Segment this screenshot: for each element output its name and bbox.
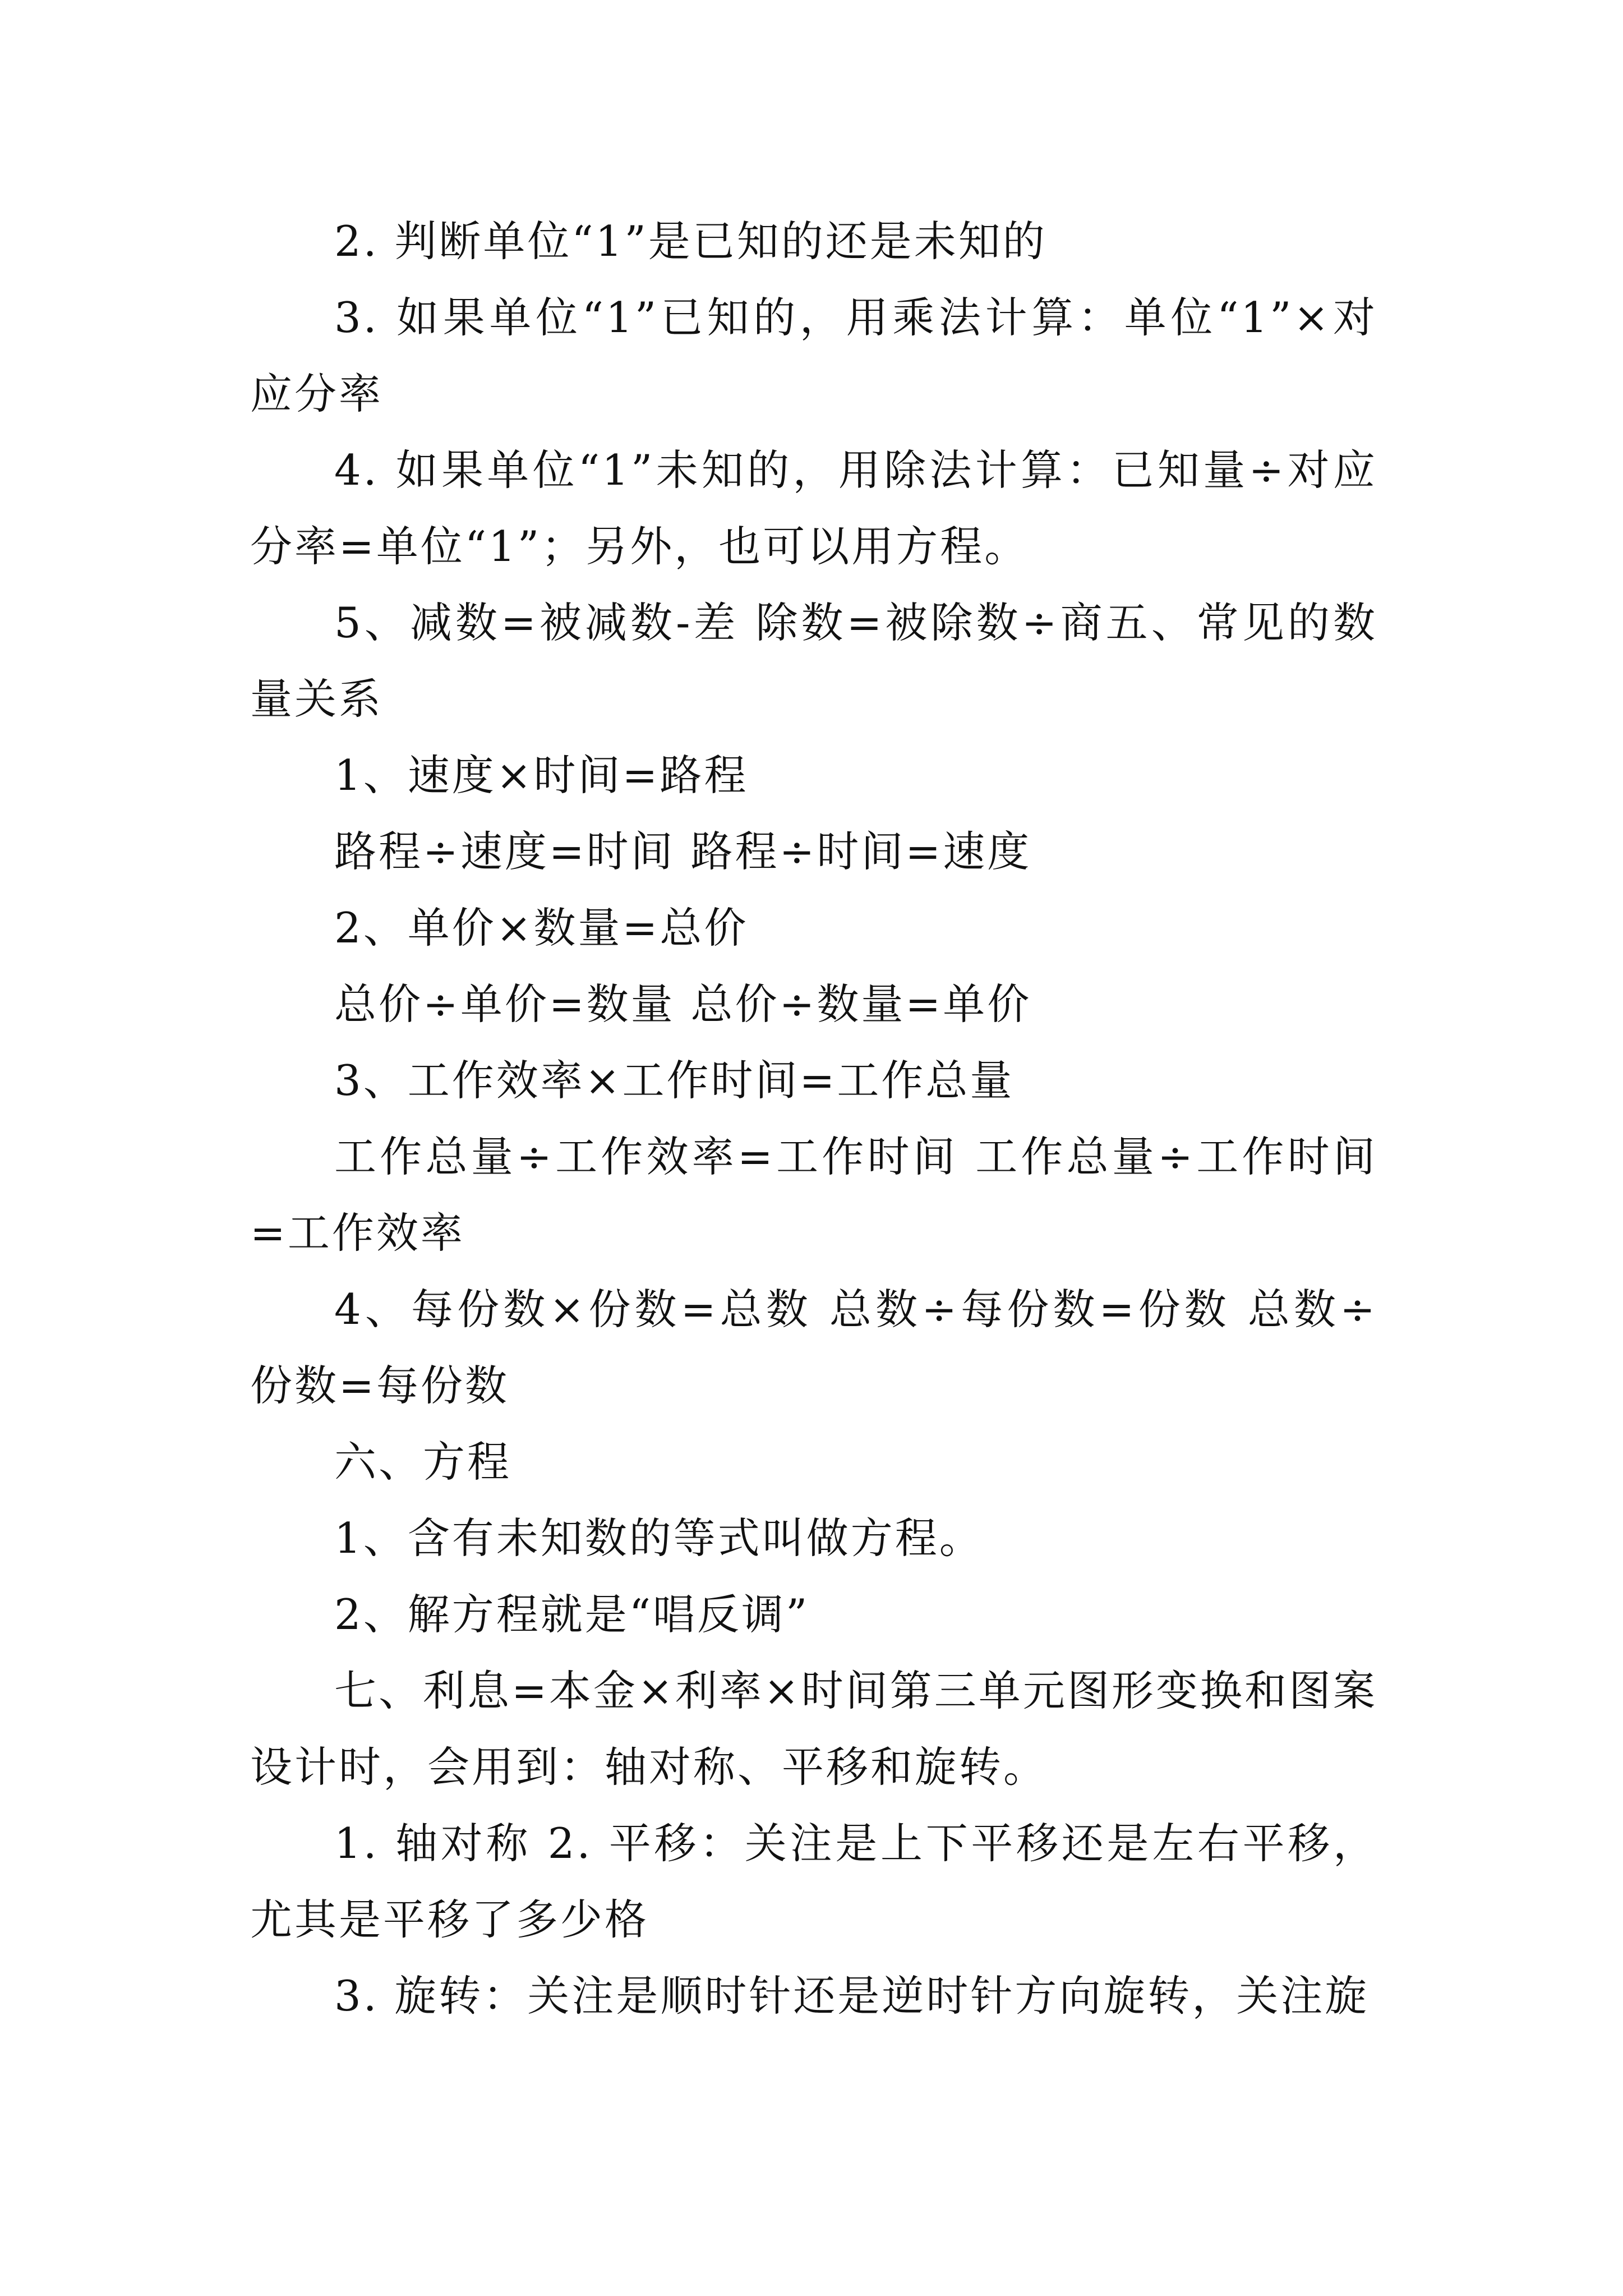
paragraph: 1. 轴对称 2. 平移：关注是上下平移还是左右平移，尤其是平移了多少格 (250, 1819, 1377, 1944)
paragraph: 1、速度×时间=路程 (334, 751, 749, 800)
paragraph: 1、含有未知数的等式叫做方程。 (334, 1513, 984, 1563)
paragraph: 4、每份数×份数=总数 总数÷每份数=份数 总数÷份数=每份数 (250, 1285, 1377, 1410)
paragraph: 工作总量÷工作效率=工作时间 工作总量÷工作时间=工作效率 (250, 1132, 1377, 1258)
paragraph: 七、利息=本金×利率×时间第三单元图形变换和图案设计时，会用到：轴对称、平移和旋转。 (250, 1666, 1377, 1792)
paragraph: 3. 旋转：关注是顺时针还是逆时针方向旋转，关注旋 (334, 1971, 1370, 2021)
document-body (250, 203, 1377, 2034)
paragraph: 5、减数=被减数-差 除数=被除数÷商五、常见的数量关系 (250, 598, 1377, 724)
section-heading: 六、方程 (334, 1437, 512, 1487)
paragraph: 4. 如果单位“1”未知的，用除法计算：已知量÷对应分率=单位“1”；另外，也可以用方程。 (250, 445, 1377, 571)
paragraph: 2. 判断单位“1”是已知的还是未知的 (334, 217, 1047, 266)
paragraph: 总价÷单价=数量 总价÷数量=单价 (334, 979, 1032, 1029)
paragraph: 2、单价×数量=总价 (334, 903, 749, 953)
paragraph: 路程÷速度=时间 路程÷时间=速度 (334, 827, 1032, 876)
paragraph: 2、解方程就是“唱反调” (334, 1590, 810, 1639)
paragraph: 3、工作效率×工作时间=工作总量 (334, 1056, 1015, 1105)
paragraph: 3. 如果单位“1”已知的，用乘法计算：单位“1”×对应分率 (250, 293, 1377, 418)
